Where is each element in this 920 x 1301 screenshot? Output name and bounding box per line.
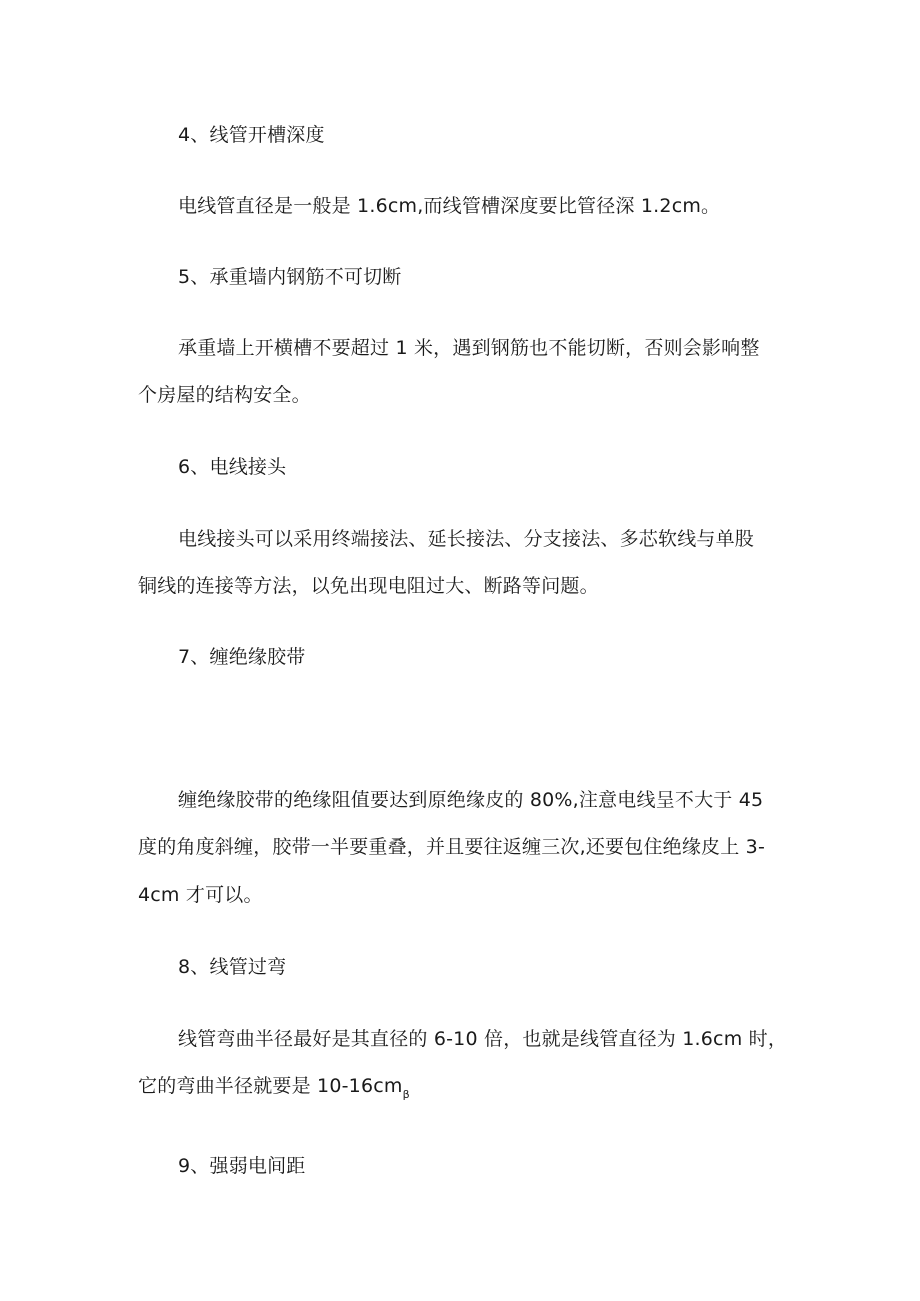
section-heading-5: 5、承重墙内钢筋不可切断 (178, 266, 402, 288)
section-heading-6: 6、电线接头 (178, 456, 287, 478)
paragraph-7-line-1: 缠绝缘胶带的绝缘阻值要达到原绝缘皮的 80%,注意电线呈不大于 45 (178, 789, 764, 811)
paragraph-8-line-1: 线管弯曲半径最好是其直径的 6-10 倍，也就是线管直径为 1.6cm 时， (178, 1028, 788, 1050)
paragraph-7-line-3: 4cm 才可以。 (138, 884, 263, 906)
paragraph-7-line-2: 度的角度斜缠，胶带一半要重叠，并且要往返缠三次,还要包住绝缘皮上 3- (138, 836, 766, 858)
paragraph-6-line-2: 铜线的连接等方法，以免出现电阻过大、断路等问题。 (138, 575, 599, 597)
section-heading-7: 7、缠绝缘胶带 (178, 646, 306, 668)
paragraph-5-line-1: 承重墙上开横槽不要超过 1 米，遇到钢筋也不能切断，否则会影响整 (178, 337, 760, 359)
section-heading-9: 9、强弱电间距 (178, 1155, 306, 1177)
paragraph-8-line-2 (138, 1074, 410, 1101)
section-heading-8: 8、线管过弯 (178, 956, 287, 978)
trailing-mark: β (402, 1088, 410, 1101)
paragraph-5-line-2: 个房屋的结构安全。 (138, 384, 311, 406)
paragraph-4-line-1: 电线管直径是一般是 1.6cm,而线管槽深度要比管径深 1.2cm。 (178, 195, 721, 217)
paragraph-6-line-1: 电线接头可以采用终端接法、延长接法、分支接法、多芯软线与单股 (178, 528, 755, 550)
paragraph-8-line-2-text: 它的弯曲半径就要是 10-16cm (138, 1075, 403, 1097)
section-heading-4: 4、线管开槽深度 (178, 124, 325, 146)
